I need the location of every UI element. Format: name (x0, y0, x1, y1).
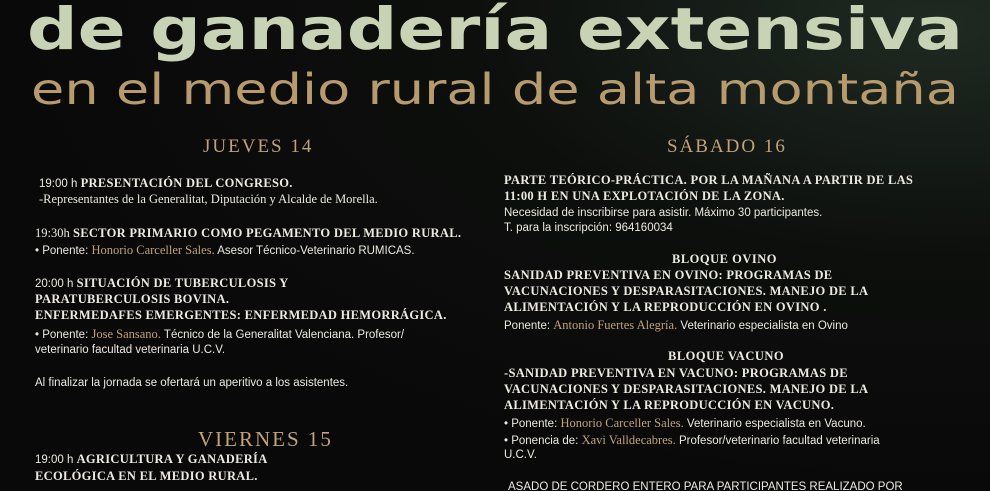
jueves-closing-note: Al finalizar la jornada se ofertará un aperitivo a los asistentes. (35, 377, 349, 389)
time-label: 19:00 h (39, 178, 78, 190)
vacuno-speaker-2-role-2: U.C.V. (504, 449, 537, 461)
time-label: 20:00 h (35, 278, 74, 290)
speaker-name: Antonio Fuertes Alegría. (553, 318, 678, 332)
time-label: 19:30h (35, 226, 70, 240)
jueves-item-3-title-2: PARATUBERCULOSIS BOVINA. (35, 292, 230, 306)
jueves-item-3-role-2: veterinario facultad veterinaria U.C.V. (35, 344, 226, 356)
jueves-item-2-speaker (35, 243, 415, 259)
viernes-item-1-title-2: ECOLÓGICA EN EL MEDIO RURAL. (35, 469, 258, 483)
ovino-title-1: SANIDAD PREVENTIVA EN OVINO: PROGRAMAS DE (504, 268, 833, 282)
vacuno-title-1: -SANIDAD PREVENTIVA EN VACUNO: PROGRAMAS DE (504, 366, 848, 380)
event-title: de ganadería extensiva (26, 0, 964, 63)
speaker-name: Honorio Carceller Sales. (91, 243, 215, 257)
speaker-name: Jose Sansano. (91, 327, 161, 341)
speaker-role: Asesor Técnico-Veterinario RUMICAS. (217, 245, 415, 257)
jueves-item-3-title-3: ENFERMEDAFES EMERGENTES: ENFERMEDAD HEMORRÁGICA. (35, 308, 447, 322)
speaker-label: • Ponente: (504, 418, 558, 430)
jueves-item-3-title-1 (35, 276, 289, 292)
speaker-name: Xavi Valldecabres. (581, 433, 676, 447)
speaker-role: Profesor/veterinario facultad veterinaria (678, 435, 880, 447)
time-label: 19:00 h (35, 454, 74, 466)
speaker-label: • Ponencia de: (504, 435, 579, 447)
event-subtitle: en el medio rural de alta montaña (31, 65, 959, 115)
sabado-registration-note: Necesidad de inscribirse para asistir. Máximo 30 participantes. (504, 207, 823, 219)
day-heading-viernes: VIERNES 15 (198, 427, 333, 451)
sabado-intro-2: 11:00 H EN UNA EXPLOTACIÓN DE LA ZONA. (504, 189, 785, 203)
vacuno-title-2: VACUNACIONES Y DESPARASITACIONES. MANEJO DE LA (504, 382, 869, 396)
bloque-vacuno-heading: BLOQUE VACUNO (668, 349, 785, 363)
jueves-item-1-title (39, 176, 293, 192)
speaker-label: Ponente: (504, 320, 551, 332)
sabado-closing-note: ASADO DE CORDERO ENTERO PARA PARTICIPANTES REALIZADO POR (508, 481, 903, 491)
jueves-item-1-detail: -Representantes de la Generalitat, Diputación y Alcalde de Morella. (39, 192, 378, 206)
session-title: SECTOR PRIMARIO COMO PEGAMENTO DEL MEDIO RURAL. (72, 226, 462, 240)
speaker-role: Veterinario especialista en Ovino (680, 320, 848, 332)
speaker-name: Honorio Carceller Sales. (560, 416, 684, 430)
speaker-role: Veterinario especialista en Vacuno. (686, 418, 866, 430)
ovino-title-2: VACUNACIONES Y DESPARASITACIONES. MANEJO DE LA (504, 284, 869, 298)
speaker-label: • Ponente: (35, 245, 89, 257)
speaker-role: Técnico de la Generalitat Valenciana. Profesor/ (163, 329, 405, 341)
ovino-title-3: ALIMENTACIÓN Y LA REPRODUCCIÓN EN OVINO . (504, 300, 827, 314)
session-title: PRESENTACIÓN DEL CONGRESO. (80, 176, 293, 190)
day-heading-sabado: SÁBADO 16 (667, 136, 787, 157)
vacuno-title-3: ALIMENTACIÓN Y LA REPRODUCCIÓN EN VACUNO. (504, 398, 835, 412)
jueves-item-3-speaker (35, 327, 404, 343)
jueves-item-2-title (35, 226, 461, 242)
vacuno-speaker-1 (504, 416, 866, 432)
session-title: SITUACIÓN DE TUBERCULOSIS Y (76, 276, 289, 290)
session-title: AGRICULTURA Y GANADERÍA (76, 452, 268, 466)
sabado-intro-1: PARTE TEÓRICO-PRÁCTICA. POR LA MAÑANA A PARTIR DE LAS (504, 173, 914, 187)
bloque-ovino-heading: BLOQUE OVINO (672, 252, 777, 266)
viernes-item-1-title-1 (35, 452, 268, 468)
ovino-speaker (504, 318, 848, 334)
vacuno-speaker-2 (504, 433, 880, 449)
day-heading-jueves: JUEVES 14 (203, 136, 314, 157)
sabado-registration-phone: T. para la inscripción: 964160034 (504, 222, 673, 234)
speaker-label: • Ponente: (35, 329, 89, 341)
